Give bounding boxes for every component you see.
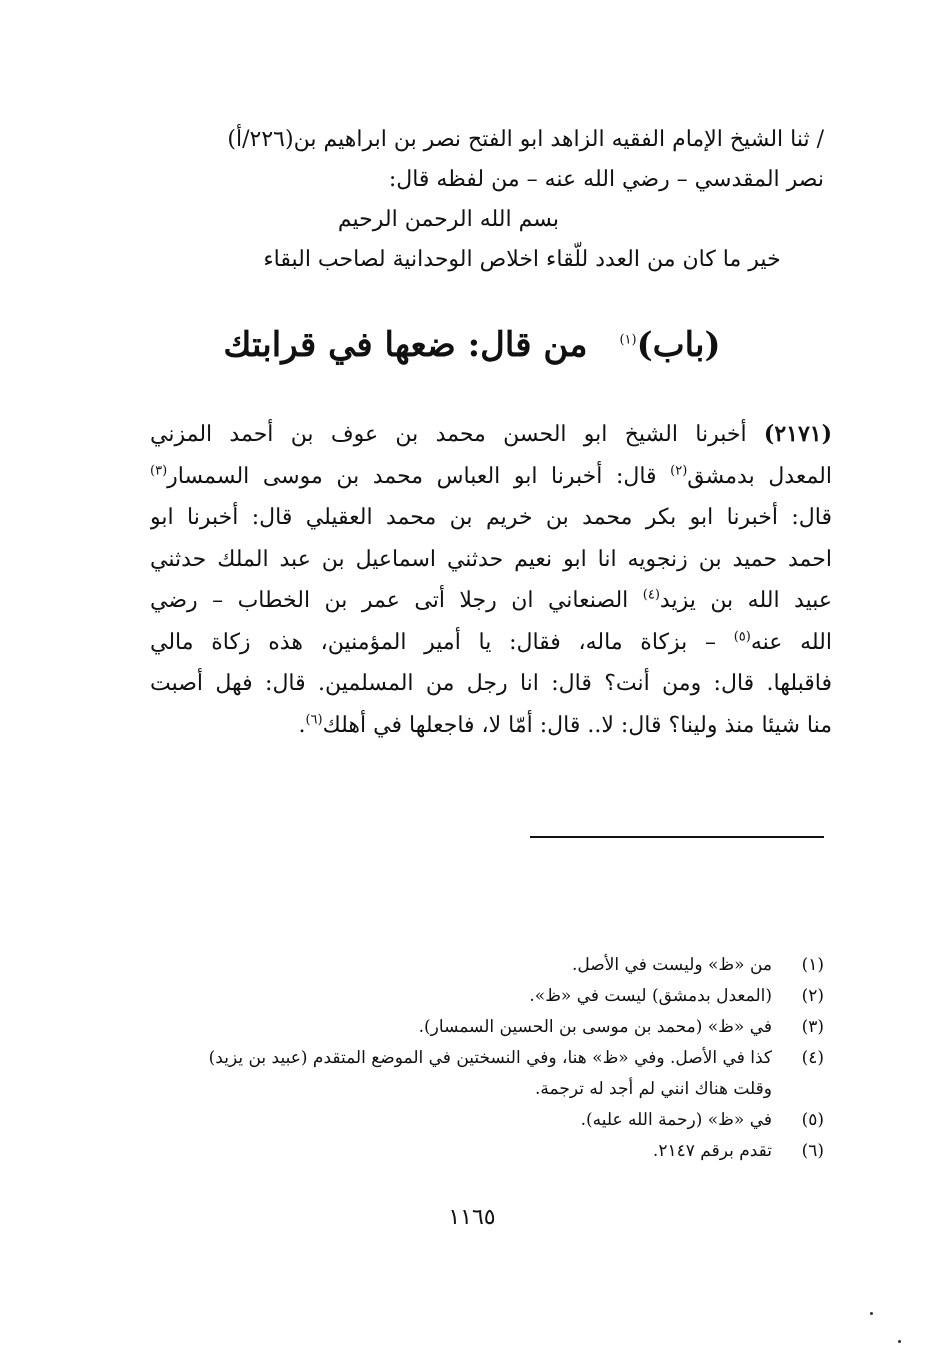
page-number: ١١٦٥ bbox=[448, 1205, 496, 1230]
footnotes bbox=[150, 950, 824, 1167]
chapter-heading bbox=[150, 315, 794, 375]
footnote-2 bbox=[150, 981, 824, 1012]
footnote-ref-6: (٦) bbox=[305, 712, 323, 728]
hadith-text bbox=[150, 414, 832, 746]
body-line-3 bbox=[150, 497, 832, 539]
body-line-8 bbox=[150, 705, 832, 747]
body-line-6-text-b: – بزكاة ماله، فقال: يا أمير المؤمنين، هذه زكاة مالي bbox=[150, 629, 734, 655]
footnote-separator bbox=[530, 836, 824, 838]
scan-speck bbox=[898, 1340, 901, 1343]
footnote-mark: (٣) bbox=[801, 1017, 824, 1037]
footnote-ref-5: (٥) bbox=[733, 629, 751, 645]
body-line-7 bbox=[150, 663, 832, 705]
footnote-ref-2: (٢) bbox=[670, 463, 688, 479]
header-line-2: نصر المقدسي – رضي الله عنه – من لفظه قال: bbox=[388, 167, 824, 192]
body-line-5 bbox=[150, 580, 832, 622]
footnote-text-wrap bbox=[150, 1043, 772, 1105]
chapter-footnote-mark: (١) bbox=[619, 332, 637, 348]
footnote-text: من «ظ» وليست في الأصل. bbox=[572, 955, 772, 975]
footnote-text: تقدم برقم ٢١٤٧. bbox=[652, 1141, 772, 1161]
footnote-1 bbox=[150, 950, 824, 981]
footnote-6 bbox=[150, 1136, 824, 1167]
body-line-2 bbox=[150, 456, 832, 498]
body-line-6-text-a: الله عنه bbox=[750, 629, 832, 655]
body-line-5-text-b: الصنعاني ان رجلا أتى عمر بن الخطاب – رضي bbox=[150, 588, 643, 613]
body-line-3-text: قال: أخبرنا ابو بكر محمد بن خريم بن محمد العقيلي قال: أخبرنا ابو bbox=[150, 505, 832, 530]
footnote-mark: (٥) bbox=[801, 1110, 824, 1130]
footnote-5 bbox=[150, 1105, 824, 1136]
footnote-3 bbox=[150, 1012, 824, 1043]
footnote-text: في «ظ» (محمد بن موسى بن الحسين السمسار). bbox=[418, 1017, 772, 1037]
footnote-mark: (١) bbox=[801, 955, 824, 975]
body-line-8-text-b: . bbox=[298, 712, 306, 738]
header-line-1-text: / ثنا الشيخ الإمام الفقيه الزاهد ابو الفتح نصر بن ابراهيم بن bbox=[293, 127, 824, 152]
body-line-1-text: أخبرنا الشيخ ابو الحسن محمد بن عوف بن أحمد المزني bbox=[150, 422, 747, 447]
manuscript-folio-ref: (٢٢٦/أ) bbox=[227, 127, 294, 152]
body-line-4-text: احمد حميد بن زنجويه انا ابو نعيم حدثني اسماعيل بن عبد الملك حدثني bbox=[150, 546, 832, 572]
footnote-ref-3: (٣) bbox=[150, 463, 168, 479]
hadith-number: (٢١٧١) bbox=[763, 421, 832, 447]
body-line-8-text-a: منا شيئا منذ ولينا؟ قال: لا.. قال: أمّا لا، فاجعلها في أهلك bbox=[322, 712, 832, 738]
footnote-text: في «ظ» (رحمة الله عليه). bbox=[580, 1110, 772, 1130]
footnote-4 bbox=[150, 1043, 824, 1105]
footnote-mark: (٤) bbox=[801, 1048, 824, 1068]
header-line-1 bbox=[70, 120, 824, 160]
chapter-title: من قال: ضعها في قرابتك bbox=[223, 325, 588, 365]
body-line-6 bbox=[150, 622, 832, 664]
scan-speck bbox=[870, 1312, 873, 1315]
footnote-mark: (٢) bbox=[801, 986, 824, 1006]
footnote-text: (المعدل بدمشق) ليست في «ظ». bbox=[529, 986, 772, 1006]
body-line-5-text-a: عبيد الله بن يزيد bbox=[659, 588, 832, 613]
opening-prayer: خير ما كان من العدد للّقاء اخلاص الوحدانية لصاحب البقاء bbox=[263, 247, 781, 272]
body-line-7-text: فاقبلها. قال: ومن أنت؟ قال: انا رجل من المسلمين. قال: فهل أصبت bbox=[150, 671, 832, 696]
chapter-prefix: (باب) bbox=[636, 325, 721, 365]
footnote-mark: (٦) bbox=[801, 1141, 824, 1161]
body-line-2-text-b: قال: أخبرنا ابو العباس محمد بن موسى السمسار bbox=[167, 463, 671, 489]
footnote-text-continuation: وقلت هناك انني لم أجد له ترجمة. bbox=[534, 1079, 772, 1099]
body-line-4 bbox=[150, 539, 832, 581]
footnote-ref-4: (٤) bbox=[642, 587, 660, 603]
body-line-1 bbox=[150, 414, 832, 456]
basmala: بسم الله الرحمن الرحيم bbox=[337, 207, 559, 232]
body-line-2-text-a: المعدل بدمشق bbox=[687, 463, 832, 489]
header-block bbox=[70, 120, 824, 280]
footnote-text: كذا في الأصل. وفي «ظ» هنا، وفي النسختين في الموضع المتقدم (عبيد بن يزيد) bbox=[208, 1048, 772, 1068]
